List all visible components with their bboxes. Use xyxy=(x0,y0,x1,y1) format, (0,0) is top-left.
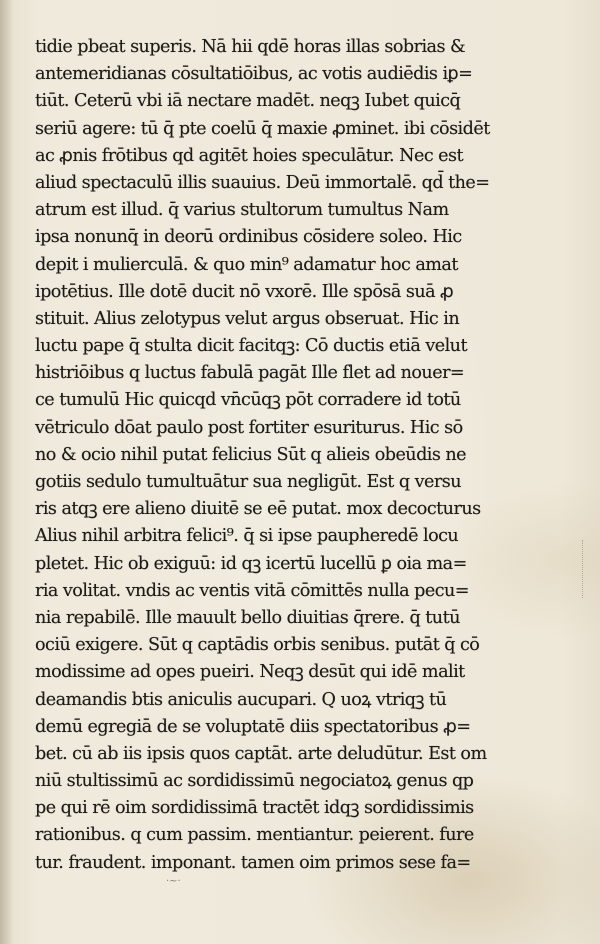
text-line: ipotētius. Ille dotē ducit nō vxorē. Ille spōsā suā ꝓ xyxy=(35,281,454,302)
text-line: seriū agere: tū q̄ pte coelū q̄ maxie ꝓminet. ibi cōsidēt xyxy=(35,118,490,139)
text-line: modissime ad opes pueiri. Neqꝫ desūt qui idē malit xyxy=(35,662,465,683)
text-line: pletet. Hic ob exiguū: id qꝫ icertū lucellū ꝑ oia ma= xyxy=(35,553,467,574)
text-line: pe qui rē oim sordidissimā tractēt idqꝫ sordidissimis xyxy=(35,798,474,819)
text-line: demū egregiā de se voluptatē diis spectatoribus ꝓ= xyxy=(35,716,471,737)
text-line: ria volitat. vndis ac ventis vitā cōmittēs nulla pecu= xyxy=(35,580,469,601)
text-line: depit i mulierculā. & quo min⁹ adamatur hoc amat xyxy=(35,254,458,275)
text-line: tiūt. Ceterū vbi iā nectare madēt. neqꝫ Iubet quicq̄ xyxy=(35,91,461,112)
text-line: ipsa nonunq̄ in deorū ordinibus cōsidere soleo. Hic xyxy=(35,227,462,248)
text-line: deamandis btis aniculis aucupari. Q uoꝝ vtriqꝫ tū xyxy=(35,689,447,710)
text-line: tidie pbeat superis. Nā hii qdē horas illas sobrias & xyxy=(35,37,466,57)
printed-text-block xyxy=(35,34,521,877)
text-line: ce tumulū Hic quicqd vn̄cūqꝫ pōt corradere id totū xyxy=(35,390,461,411)
text-line: Alius nihil arbitra felici⁹. q̄ si ipse paupheredē locu xyxy=(35,526,459,547)
text-line: niū stultissimū ac sordidissimū negociatoꝝ genus qp xyxy=(35,771,474,792)
gutter-shadow xyxy=(0,0,14,944)
text-line: ociū exigere. Sūt q captādis orbis senibus. putāt q̄ cō xyxy=(35,635,480,656)
text-line: antemeridianas cōsultatiōibus, ac votis audiēdis iꝑ= xyxy=(35,64,473,85)
text-line: histriōibus q luctus fabulā pagāt Ille flet ad nouer= xyxy=(35,363,465,384)
text-line: rationibus. q cum passim. mentiantur. peierent. fure xyxy=(35,825,474,846)
text-line: atrum est illud. q̄ varius stultorum tumultus Nam xyxy=(35,200,449,221)
text-line: aliud spectaculū illis suauius. Deū immortalē. qd̄ the= xyxy=(35,172,490,193)
text-line: no & ocio nihil putat felicius Sūt q alieis obeūdis ne xyxy=(35,444,467,465)
text-line: nia repabilē. Ille mauult bello diuitias q̄rere. q̄ tutū xyxy=(35,607,460,628)
text-line: gotiis sedulo tumultuātur sua negligūt. Est q versu xyxy=(35,472,461,492)
text-line: vētriculo dōat paulo post fortiter esuriturus. Hic sō xyxy=(35,417,463,438)
ink-speck-mark: ·~· xyxy=(166,876,181,887)
text-line: tur. fraudent. imponant. tamen oim primos sese fa= xyxy=(35,852,471,873)
text-line: bet. cū ab iis ipsis quos captāt. arte deludūtur. Est om xyxy=(35,743,487,764)
text-line: ris atqꝫ ere alieno diuitē se eē putat. mox decocturus xyxy=(35,499,481,520)
text-line: stituit. Alius zelotypus velut argus obseruat. Hic in xyxy=(35,308,460,329)
text-line: luctu pape q̄ stulta dicit facitqꝫ: Cō ductis etiā velut xyxy=(35,336,467,357)
margin-pencil-mark xyxy=(582,540,591,598)
text-line: ac ꝓnis frōtibus qd agitēt hoies speculātur. Nec est xyxy=(35,145,464,166)
